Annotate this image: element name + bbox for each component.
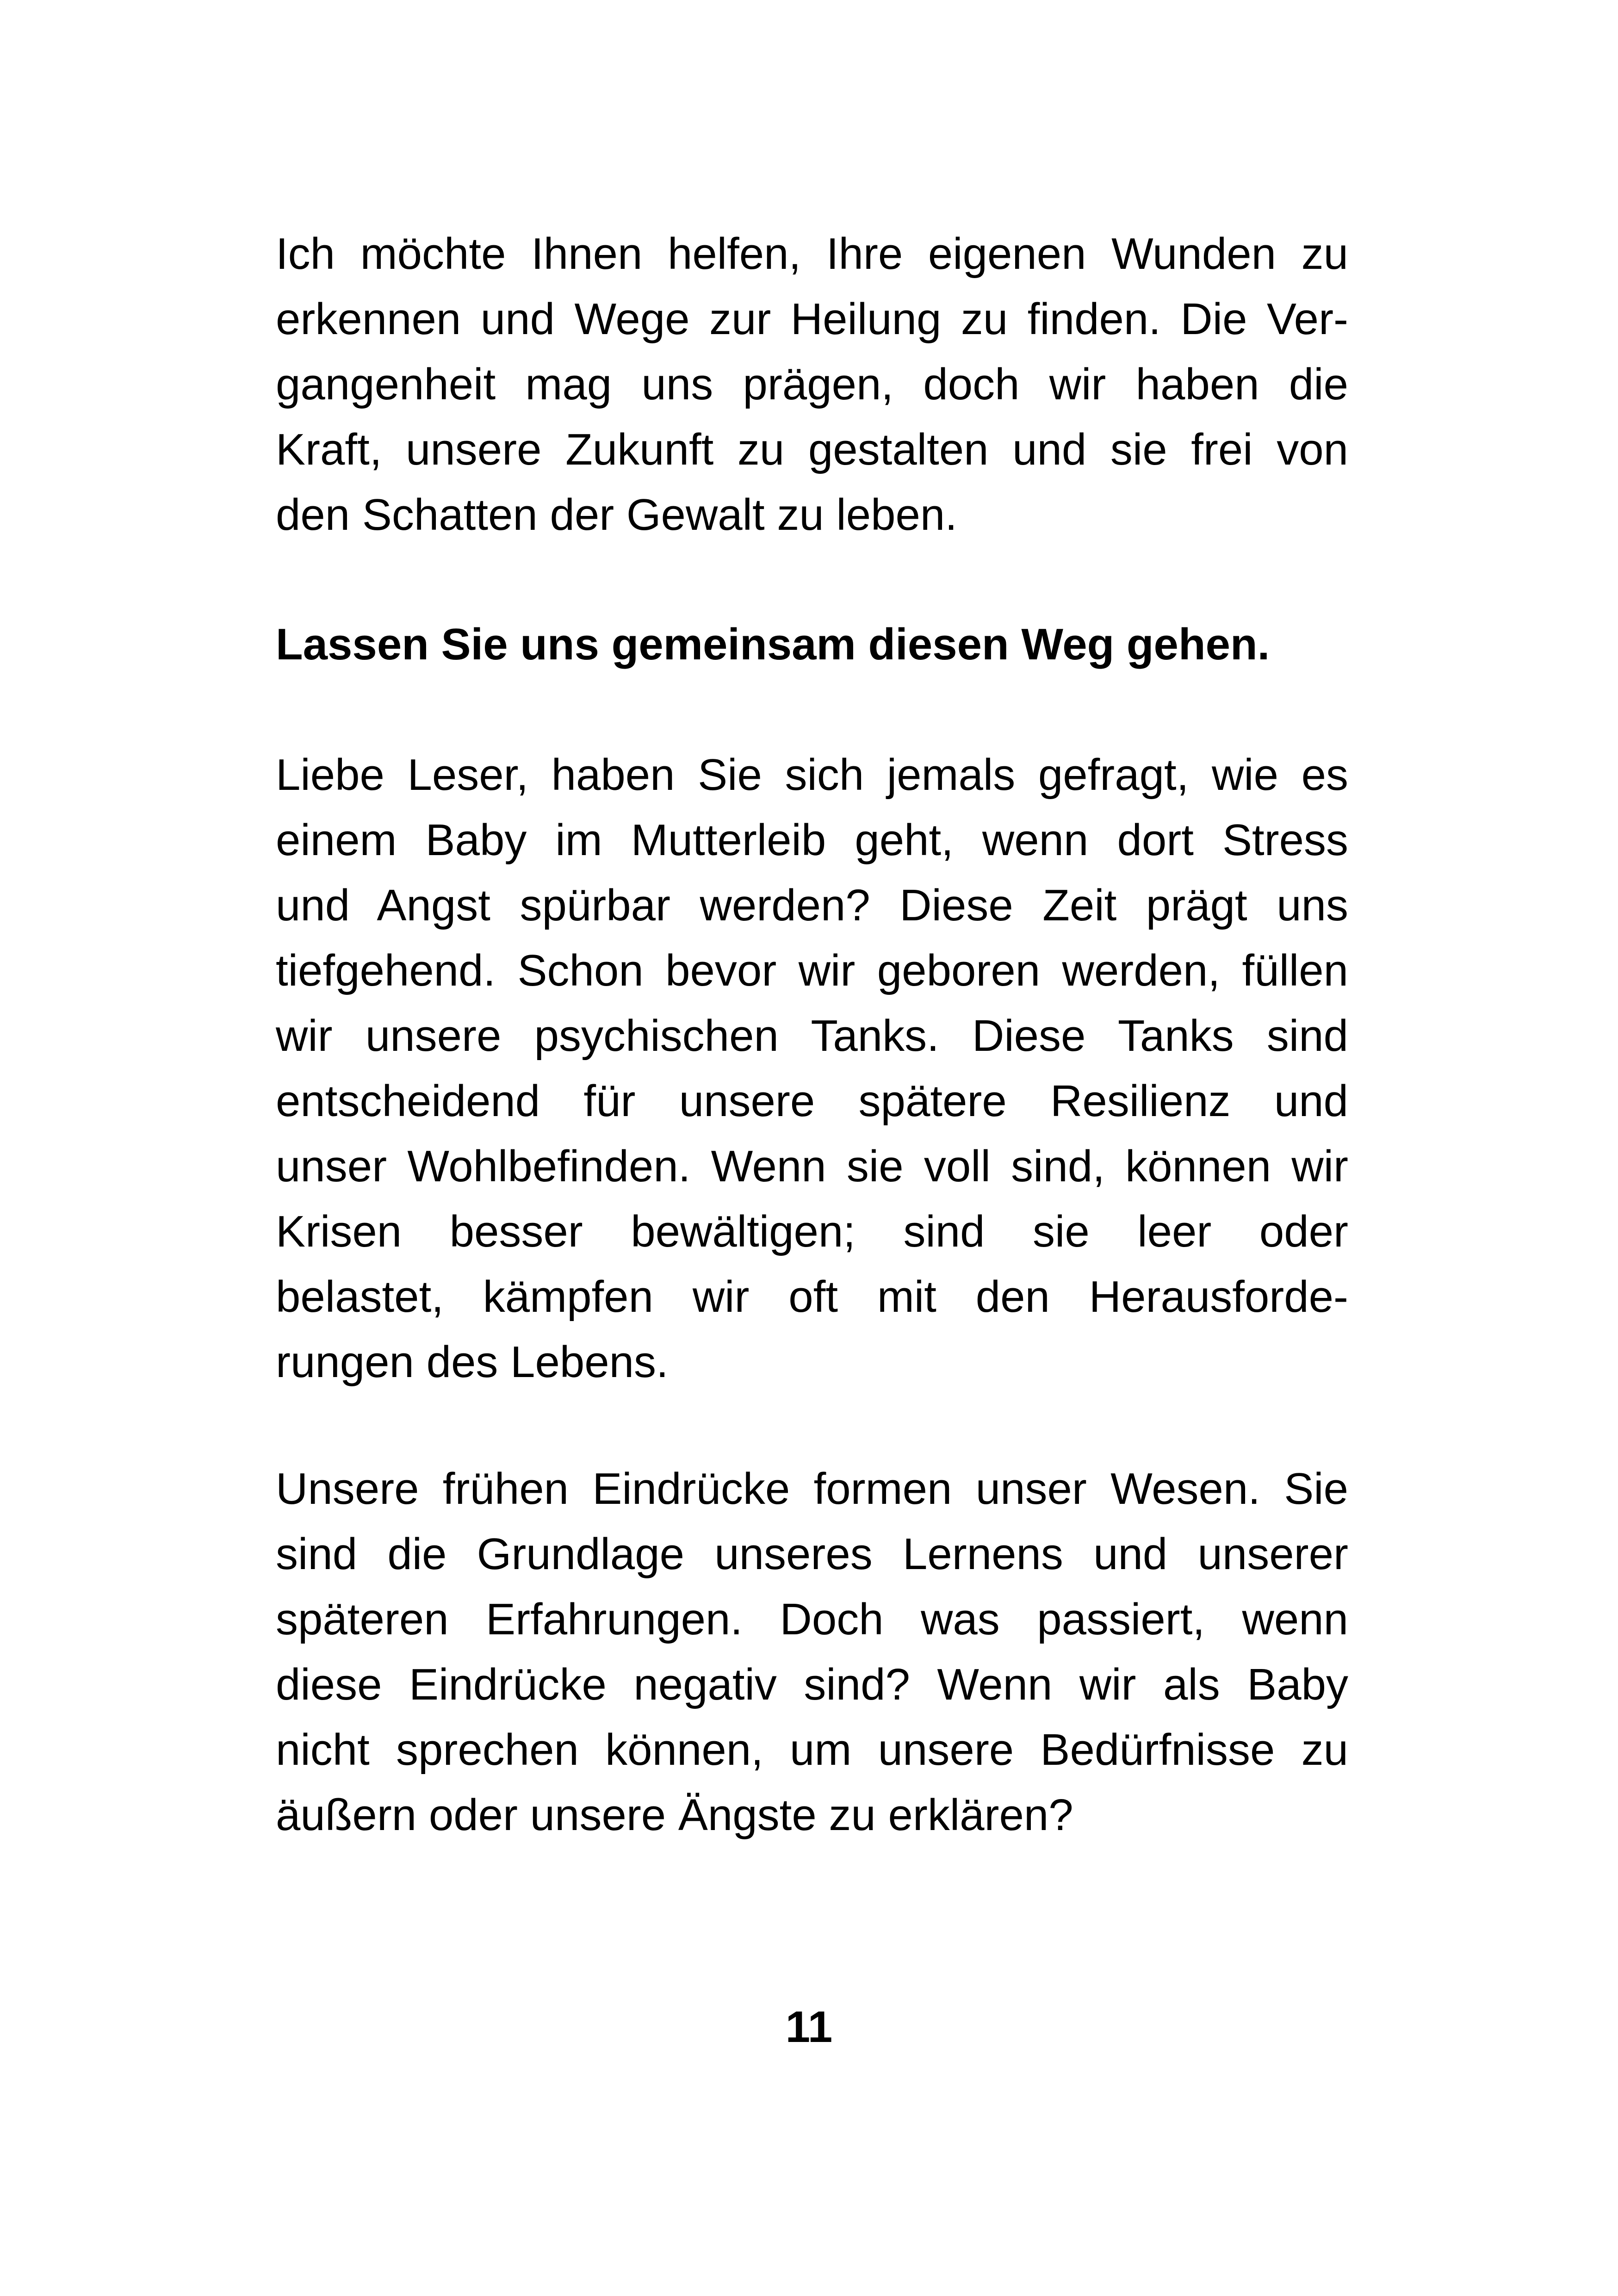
text-line: Unsere frühen Eindrücke formen unser Wesen. Sie bbox=[276, 1464, 1348, 1514]
bold-statement bbox=[276, 612, 1348, 677]
text-line: und Angst spürbar werden? Diese Zeit prägt uns bbox=[276, 881, 1348, 930]
paragraph-prenatal bbox=[276, 742, 1348, 1395]
text-line: Liebe Leser, haben Sie sich jemals gefragt, wie es bbox=[276, 750, 1348, 800]
page-number: 11 bbox=[785, 2002, 833, 2052]
text-line: nicht sprechen können, um unsere Bedürfnisse zu bbox=[276, 1725, 1348, 1775]
text-line: wir unsere psychischen Tanks. Diese Tanks sind bbox=[276, 1011, 1348, 1061]
text-line: unser Wohlbefinden. Wenn sie voll sind, können wir bbox=[276, 1142, 1348, 1191]
text-line: gangenheit mag uns prägen, doch wir haben die bbox=[276, 360, 1348, 409]
text-line: sind die Grundlage unseres Lernens und unserer bbox=[276, 1529, 1348, 1579]
text-line: Krisen besser bewältigen; sind sie leer oder bbox=[276, 1207, 1348, 1256]
text-line: Ich möchte Ihnen helfen, Ihre eigenen Wunden zu bbox=[276, 229, 1348, 279]
text-line: rungen des Lebens. bbox=[276, 1337, 669, 1387]
text-line: den Schatten der Gewalt zu leben. bbox=[276, 490, 957, 540]
text-line: belastet, kämpfen wir oft mit den Herausforde- bbox=[276, 1272, 1348, 1322]
text-line: äußern oder unsere Ängste zu erklären? bbox=[276, 1790, 1073, 1840]
text-line: diese Eindrücke negativ sind? Wenn wir als Baby bbox=[276, 1660, 1348, 1709]
text-line: tiefgehend. Schon bevor wir geboren werden, füllen bbox=[276, 946, 1348, 995]
text-line: Kraft, unsere Zukunft zu gestalten und sie frei von bbox=[276, 425, 1348, 474]
text-line: erkennen und Wege zur Heilung zu finden. Die Ver- bbox=[276, 294, 1348, 344]
text-line: einem Baby im Mutterleib geht, wenn dort Stress bbox=[276, 815, 1348, 865]
paragraph-intro bbox=[276, 221, 1348, 547]
text-line: späteren Erfahrungen. Doch was passiert, wenn bbox=[276, 1595, 1348, 1644]
text-line: Lassen Sie uns gemeinsam diesen Weg gehen. bbox=[276, 620, 1270, 669]
text-line: entscheidend für unsere spätere Resilienz und bbox=[276, 1076, 1348, 1126]
paragraph-early-impressions bbox=[276, 1456, 1348, 1848]
